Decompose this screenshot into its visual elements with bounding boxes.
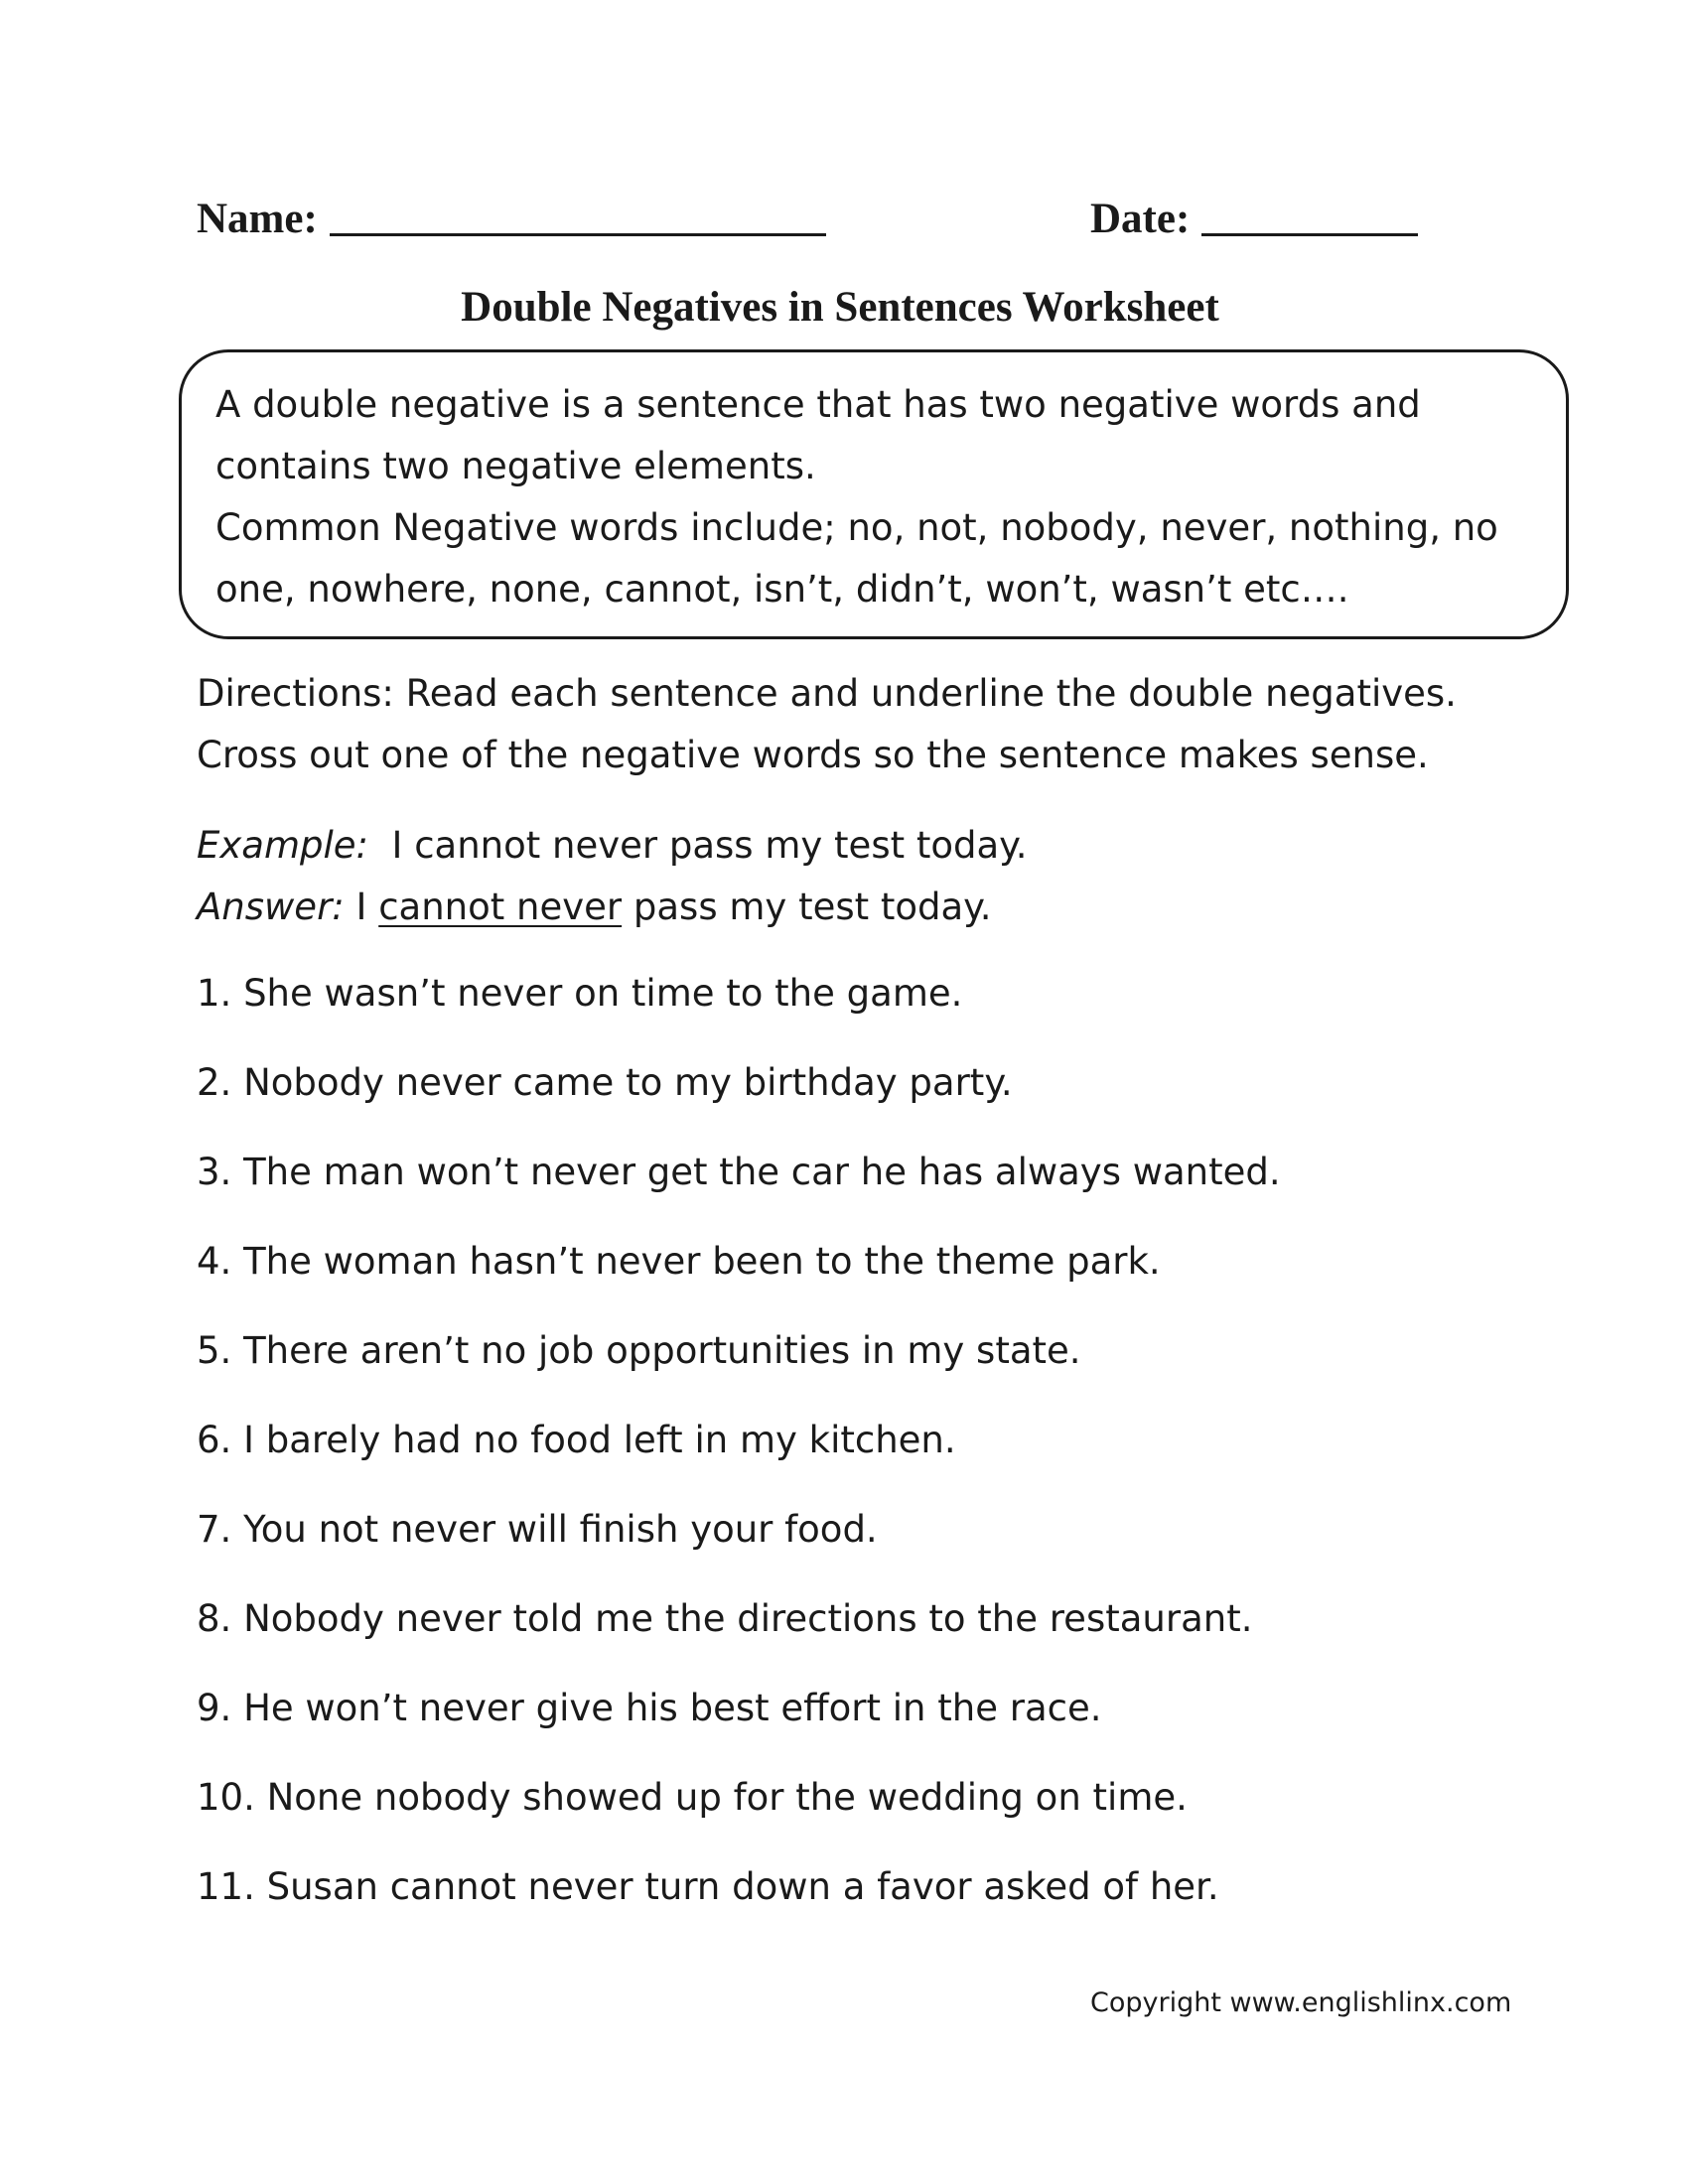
header-row [197,195,1428,254]
directions-line-1: Directions: Read each sentence and underline the double negatives. [197,672,1457,715]
date-field [1090,195,1418,243]
question-item: 7. You not never will finish your food. [197,1508,878,1551]
question-list [197,963,1487,1946]
answer-line [197,877,1487,938]
question-item: 5. There aren’t no job opportunities in my state. [197,1329,1081,1372]
question-item: 11. Susan cannot never turn down a favor asked of her. [197,1865,1219,1908]
date-label: Date: [1090,196,1191,242]
date-blank-line[interactable] [1201,232,1418,236]
answer-label: Answer: [197,886,345,928]
question-item: 3. The man won’t never get the car he has always wanted. [197,1151,1281,1193]
question-item: 8. Nobody never told me the directions to the restaurant. [197,1597,1253,1640]
negative-words-text: Common Negative words include; no, not, nobody, never, nothing, no one, nowhere, none, cannot, isn’t, didn’t, won’t, wasn’t etc…. [215,506,1498,611]
question-item: 2. Nobody never came to my birthday party. [197,1061,1013,1104]
answer-prefix: I [355,886,367,928]
example-block [197,815,1487,938]
name-label: Name: [197,196,318,242]
directions [197,663,1487,786]
question-item: 9. He won’t never give his best effort in the race. [197,1687,1102,1729]
name-blank-line[interactable] [330,232,826,236]
definition-box [179,349,1569,639]
question-item: 1. She wasn’t never on time to the game. [197,972,963,1015]
answer-suffix: pass my test today. [633,886,992,928]
definition-text: A double negative is a sentence that has two negative words and contains two negative elements. [215,383,1421,487]
example-text: I cannot never pass my test today. [391,824,1028,867]
directions-line-2: Cross out one of the negative words so the sentence makes sense. [197,734,1429,776]
question-item: 4. The woman hasn’t never been to the theme park. [197,1240,1161,1283]
copyright-notice: Copyright www.englishlinx.com [1090,1987,1512,2018]
worksheet-title: Double Negatives in Sentences Worksheet [461,284,1219,331]
example-line [197,815,1487,877]
question-item: 10. None nobody showed up for the wedding on time. [197,1776,1188,1819]
answer-underlined: cannot never [378,886,623,928]
question-item: 6. I barely had no food left in my kitchen. [197,1419,956,1461]
example-label: Example: [197,824,368,867]
worksheet-title-container [0,283,1688,332]
name-field [197,195,826,243]
